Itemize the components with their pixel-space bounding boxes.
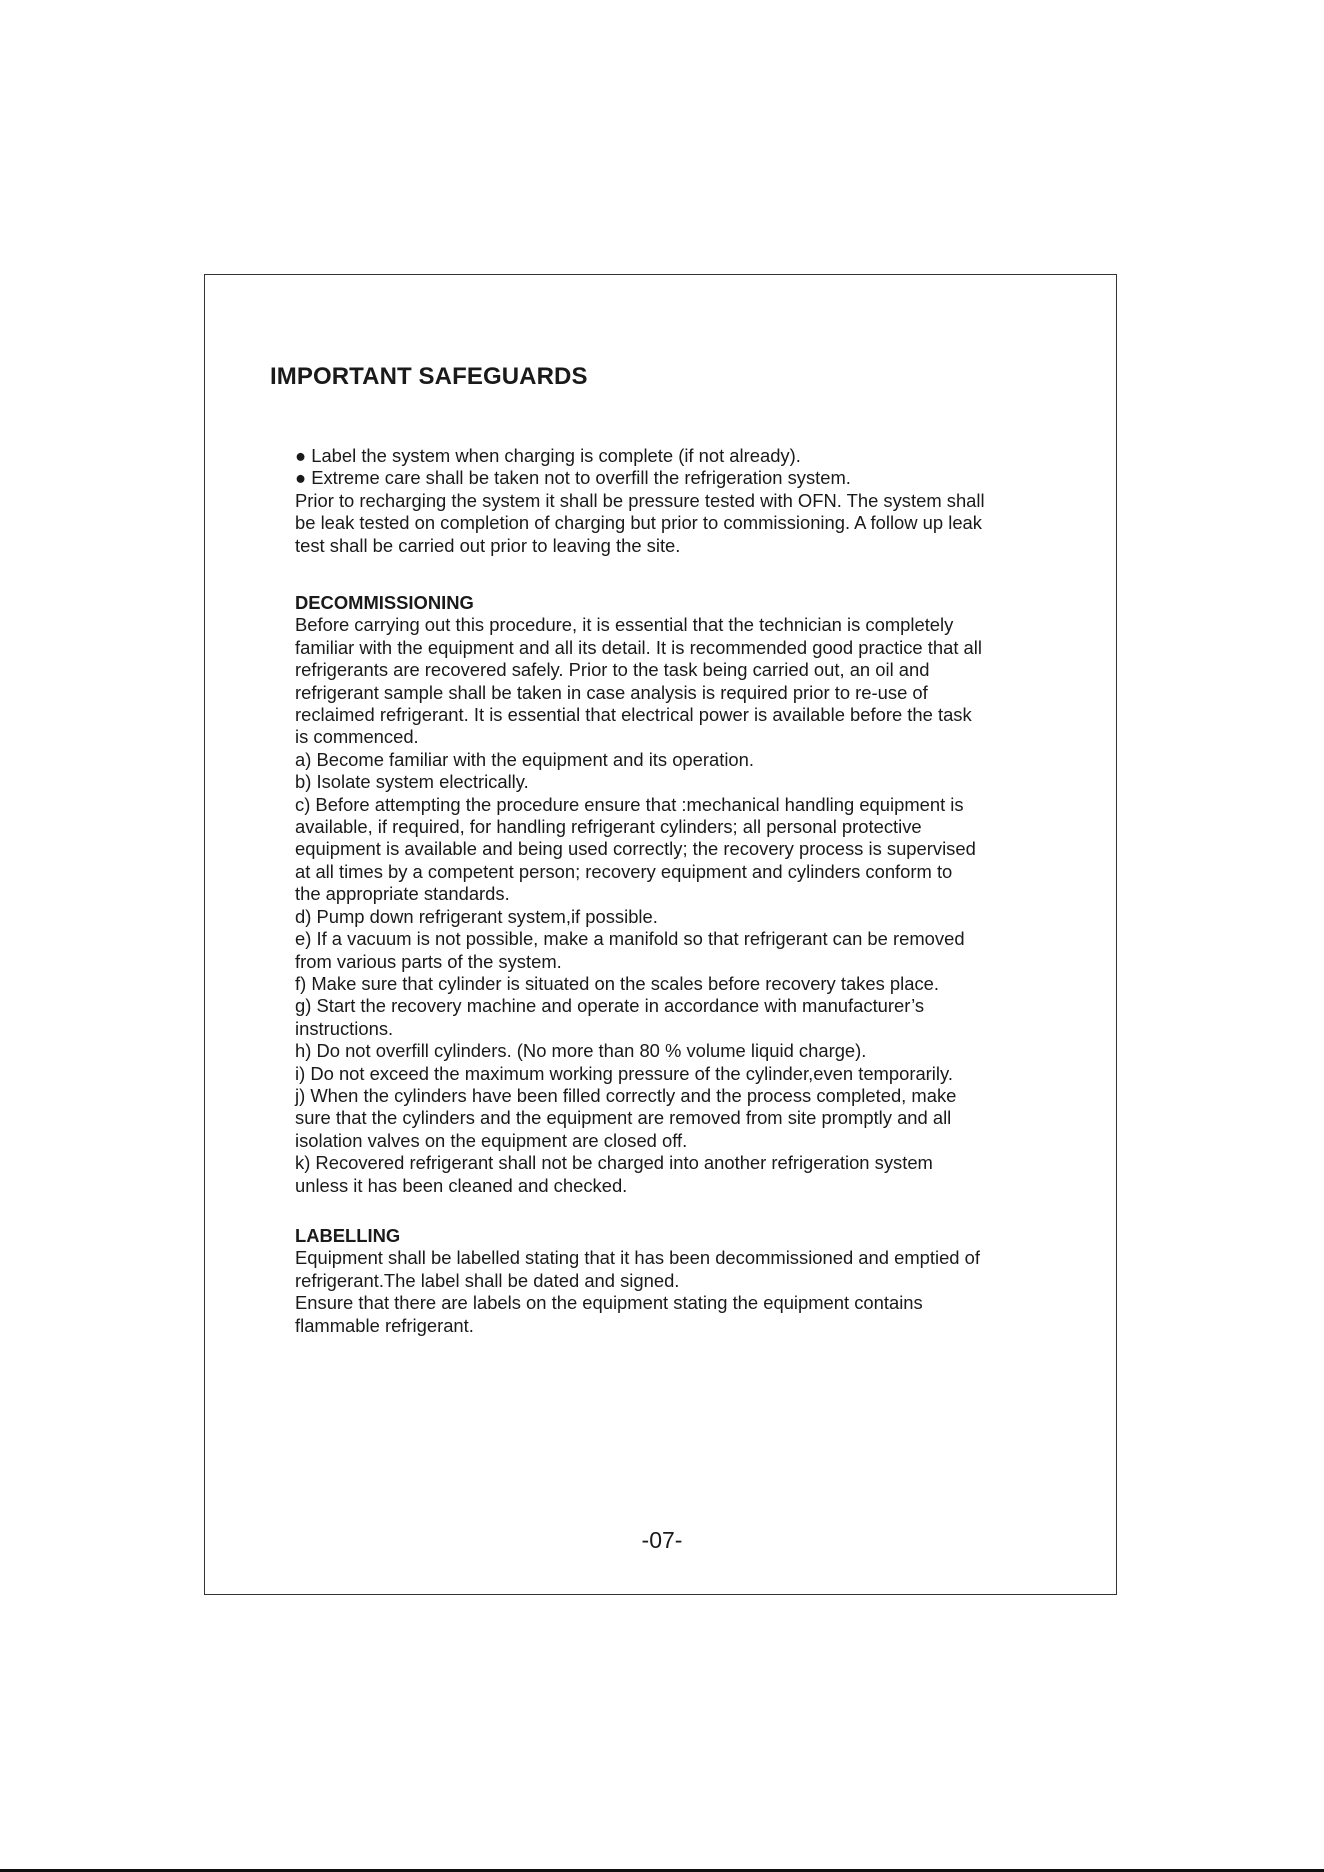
- decommissioning-step-i: i) Do not exceed the maximum working pressure of the cylinder,even temporarily.: [295, 1062, 953, 1084]
- decommissioning-line: instructions.: [295, 1017, 394, 1039]
- intro-line: ● Label the system when charging is complete (if not already).: [295, 445, 801, 466]
- intro-line: ● Extreme care shall be taken not to overfill the refrigeration system.: [295, 467, 851, 489]
- decommissioning-line: the appropriate standards.: [295, 883, 510, 905]
- intro-line: test shall be carried out prior to leaving the site.: [295, 534, 681, 556]
- decommissioning-line: isolation valves on the equipment are closed off.: [295, 1129, 688, 1151]
- decommissioning-line: at all times by a competent person; recovery equipment and cylinders conform to: [295, 860, 953, 882]
- decommissioning-line: refrigerants are recovered safely. Prior to the task being carried out, an oil and: [295, 659, 930, 681]
- page-number: -07-: [641, 1527, 683, 1553]
- decommissioning-step-j: j) When the cylinders have been filled correctly and the process completed, make: [295, 1084, 957, 1106]
- labelling-line: Ensure that there are labels on the equipment stating the equipment contains: [295, 1292, 923, 1314]
- decommissioning-line: familiar with the equipment and all its detail. It is recommended good practice that all: [295, 636, 982, 658]
- decommissioning-step-h: h) Do not overfill cylinders. (No more than 80 % volume liquid charge).: [295, 1040, 867, 1062]
- decommissioning-line: equipment is available and being used correctly; the recovery process is supervised: [295, 838, 976, 860]
- decommissioning-step-b: b) Isolate system electrically.: [295, 771, 529, 793]
- decommissioning-step-d: d) Pump down refrigerant system,if possible.: [295, 905, 658, 927]
- decommissioning-line: available, if required, for handling refrigerant cylinders; all personal protective: [295, 816, 922, 838]
- decommissioning-step-k: k) Recovered refrigerant shall not be charged into another refrigeration system: [295, 1152, 933, 1174]
- decommissioning-heading: DECOMMISSIONING: [295, 592, 474, 613]
- decommissioning-line: refrigerant sample shall be taken in case analysis is required prior to re-use of: [295, 681, 928, 703]
- decommissioning-step-f: f) Make sure that cylinder is situated on the scales before recovery takes place.: [295, 972, 939, 994]
- labelling-line: refrigerant.The label shall be dated and signed.: [295, 1269, 680, 1291]
- decommissioning-line: from various parts of the system.: [295, 950, 562, 972]
- decommissioning-line: sure that the cylinders and the equipment are removed from site promptly and all: [295, 1107, 952, 1129]
- labelling-line: flammable refrigerant.: [295, 1314, 474, 1336]
- intro-line: be leak tested on completion of charging but prior to commissioning. A follow up leak: [295, 512, 982, 534]
- decommissioning-line: reclaimed refrigerant. It is essential that electrical power is available before the task: [295, 704, 972, 726]
- page-title: IMPORTANT SAFEGUARDS: [270, 363, 588, 390]
- intro-line: Prior to recharging the system it shall be pressure tested with OFN. The system shall: [295, 489, 985, 511]
- decommissioning-line: Before carrying out this procedure, it is essential that the technician is completely: [295, 614, 954, 636]
- decommissioning-line: unless it has been cleaned and checked.: [295, 1174, 628, 1196]
- decommissioning-section: [295, 592, 1025, 1197]
- decommissioning-step-a: a) Become familiar with the equipment and its operation.: [295, 748, 754, 770]
- decommissioning-line: is commenced.: [295, 726, 419, 748]
- decommissioning-step-g: g) Start the recovery machine and operate in accordance with manufacturer’s: [295, 995, 925, 1017]
- labelling-line: Equipment shall be labelled stating that it has been decommissioned and emptied of: [295, 1247, 980, 1269]
- decommissioning-step-e: e) If a vacuum is not possible, make a manifold so that refrigerant can be removed: [295, 928, 965, 950]
- labelling-section: [295, 1225, 1025, 1337]
- intro-section: [295, 445, 1025, 557]
- labelling-heading: LABELLING: [295, 1225, 401, 1246]
- decommissioning-step-c: c) Before attempting the procedure ensure that :mechanical handling equipment is: [295, 793, 964, 815]
